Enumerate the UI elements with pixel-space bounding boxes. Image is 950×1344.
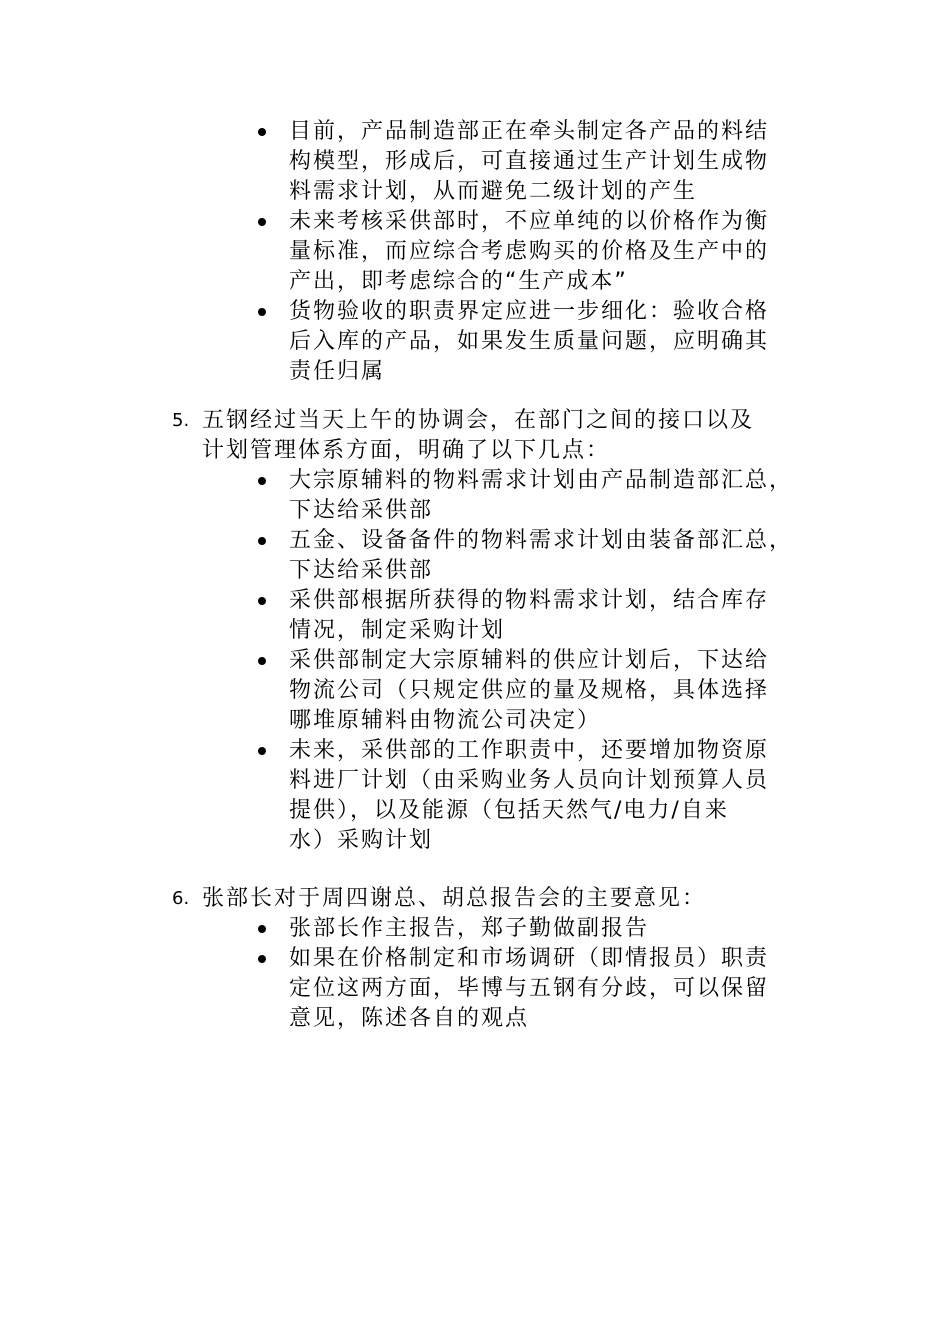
heading-line: 计划管理体系方面，明确了以下几点： [202,438,611,463]
list-item-line: 采供部制定大宗原辅料的供应计划后，下达给 [289,648,770,673]
bullet-dot-icon [258,308,266,316]
list-item-line: 水）采购计划 [289,828,434,853]
list-item [255,736,815,856]
list-item-line: 未来，采供部的工作职责中，还要增加物资原 [289,738,770,763]
list-item-line: 产出，即考虑综合的“生产成本” [289,269,628,294]
heading-line: 五钢经过当天上午的协调会，在部门之间的接口以及 [202,408,755,433]
list-item-line: 采供部根据所获得的物料需求计划，结合库存 [289,588,770,613]
bullet-dot-icon [258,128,266,136]
bullet-dot-icon [258,955,266,963]
bullet-dot-icon [258,537,266,545]
list-item [255,944,815,1034]
section-number: 5. [172,410,190,431]
list-item-line: 张部长作主报告，郑子勤做副报告 [289,916,650,941]
bullet-dot-icon [258,477,266,485]
bullet-dot-icon [258,597,266,605]
bullet-dot-icon [258,747,266,755]
list-item-line: 下达给采供部 [289,498,434,523]
list-item-line: 目前，产品制造部正在牵头制定各产品的料结 [289,119,770,144]
section-number: 6. [172,888,190,909]
list-item-line: 量标准，而应综合考虑购买的价格及生产中的 [289,239,770,264]
list-item [255,466,815,526]
list-item [255,646,815,736]
list-item-line: 料进厂计划（由采购业务人员向计划预算人员 [289,768,770,793]
list-item-line: 物流公司（只规定供应的量及规格，具体选择 [289,678,770,703]
list-item-line: 下达给采供部 [289,558,434,583]
bullet-dot-icon [258,218,266,226]
list-item [255,914,815,944]
list-item-line: 货物验收的职责界定应进一步细化：验收合格 [289,299,770,324]
bullet-dot-icon [258,925,266,933]
section-6-heading [172,884,832,914]
list-item [255,207,815,297]
list-item-line: 责任归属 [289,359,386,384]
list-item-line: 五金、设备备件的物料需求计划由装备部汇总， [289,528,794,553]
list-item [255,526,815,586]
list-item-line: 意见，陈述各自的观点 [289,1006,530,1031]
heading-line: 张部长对于周四谢总、胡总报告会的主要意见： [202,886,707,911]
list-item-line: 情况，制定采购计划 [289,618,506,643]
bullet-dot-icon [258,657,266,665]
list-item-line: 构模型，形成后，可直接通过生产计划生成物 [289,149,770,174]
bullet-list-section-5 [255,466,815,856]
bullet-list-top [255,117,815,387]
bullet-list-section-6 [255,914,815,1034]
list-item [255,586,815,646]
list-item [255,117,815,207]
list-item-line: 未来考核采供部时，不应单纯的以价格作为衡 [289,209,770,234]
list-item-line: 后入库的产品，如果发生质量问题，应明确其 [289,329,770,354]
list-item-line: 定位这两方面，毕博与五钢有分歧，可以保留 [289,976,770,1001]
list-item-line: 如果在价格制定和市场调研（即情报员）职责 [289,946,770,971]
section-5 [172,406,832,466]
list-item [255,297,815,387]
section-6 [172,884,832,914]
list-item-line: 提供），以及能源（包括天然气/电力/自来 [289,798,729,823]
list-item-line: 料需求计划，从而避免二级计划的产生 [289,179,698,204]
list-item-line: 哪堆原辅料由物流公司决定） [289,708,602,733]
list-item-line: 大宗原辅料的物料需求计划由产品制造部汇总， [289,468,794,493]
section-5-heading [172,406,832,466]
